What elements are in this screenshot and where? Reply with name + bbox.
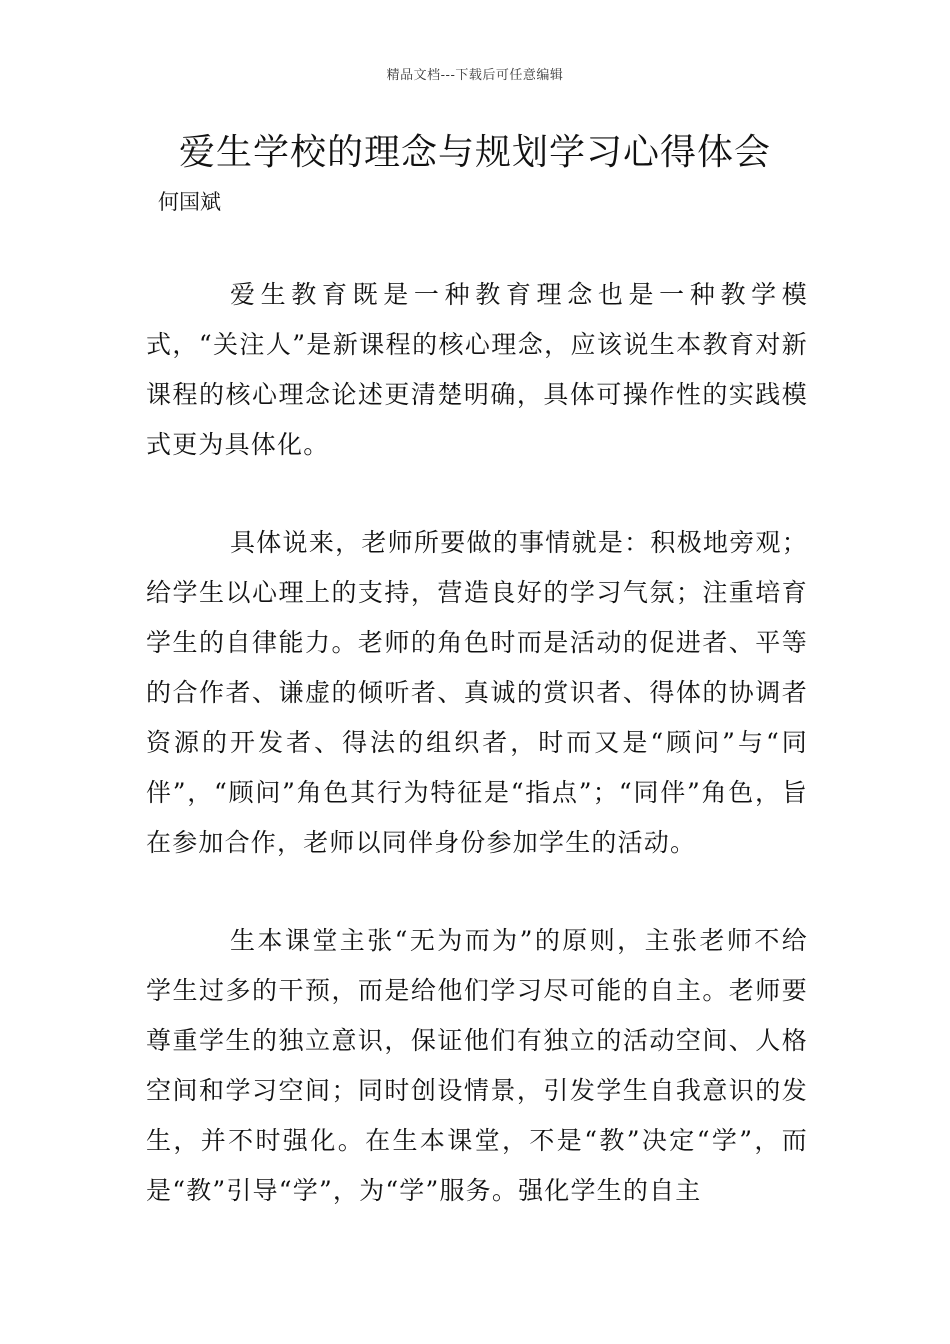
header-note: 精品文档---下载后可任意编辑 [386,68,564,83]
paragraph-2: 具体说来，老师所要做的事情就是：积极地旁观；给学生以心理上的支持，营造良好的学习气氛；注重培育学生的自律能力。老师的角色时而是活动的促进者、平等的合作者、谦虚的倾听者、真诚的赏识者、得体的协调者资源的开发者、得法的组织者，时而又是“顾问”与“同伴”，“顾问”角色其行为特征是“指点”；“同伴”角色，旨在参加合作，老师以同伴身份参加学生的活动。 [146,528,808,857]
document-body [146,270,808,1264]
paragraph-1: 爱生教育既是一种教育理念也是一种教学模式，“关注人”是新课程的核心理念，应该说生本教育对新课程的核心理念论述更清楚明确，具体可操作性的实践模式更为具体化。 [146,280,808,459]
author-name: 何国斌 [158,190,221,214]
document-title: 爱生学校的理念与规划学习心得体会 [178,132,771,173]
paragraph-3: 生本课堂主张“无为而为”的原则，主张老师不给学生过多的干预，而是给他们学习尽可能的自主。老师要尊重学生的独立意识，保证他们有独立的活动空间、人格空间和学习空间；同时创设情景，引发学生自我意识的发生，并不时强化。在生本课堂，不是“教”决定“学”，而是“教”引导“学”，为“学”服务。强化学生的自主 [146,926,808,1205]
